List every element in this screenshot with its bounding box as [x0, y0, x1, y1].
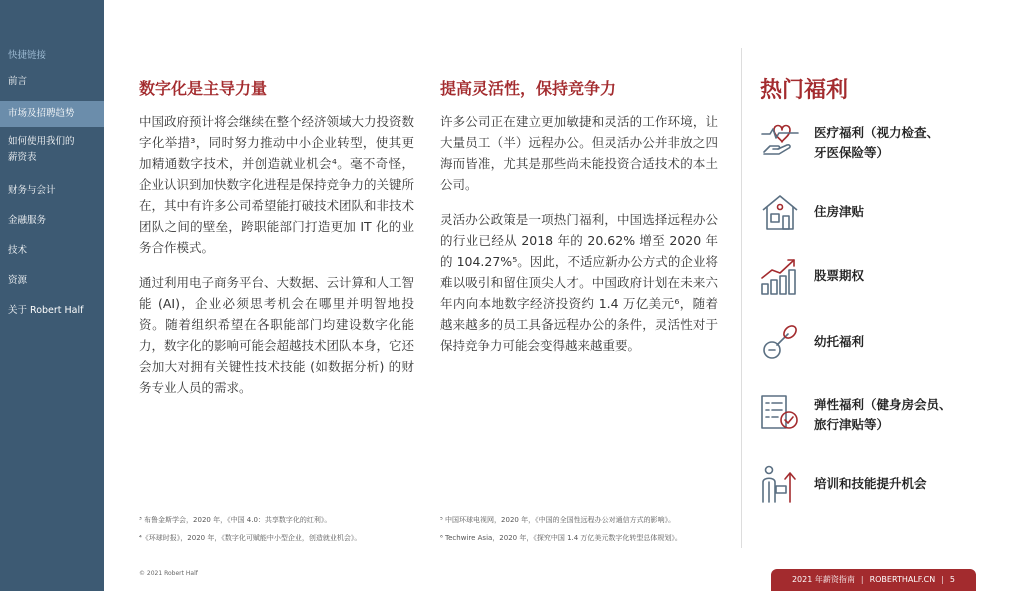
benefit-stock-options: 股票期权	[814, 268, 865, 283]
house-icon	[760, 192, 800, 232]
column-divider	[741, 48, 742, 548]
section-heading: 数字化是主导力量	[139, 79, 268, 98]
sidebar-item-financial-services[interactable]: 金融服务	[8, 215, 47, 226]
sidebar-item-foreword[interactable]: 前言	[8, 76, 28, 87]
footer-guide: 2021 年薪资指南	[791, 575, 855, 584]
sidebar-title: 快捷链接	[8, 50, 47, 61]
paragraph: 中国政府预计将会继续在整个经济领域大力投资数字化举措³，同时努力推动中小企业转型，使其更加精通数字技术，并创造就业机会⁴。毫不奇怪，企业认识到加快数字化进程是保持竞争力的关键所在，其中有许多公司希望能打破技术团队和非技术团队之间的壁垒，跨职能部门打造更加 IT 化的业务合作模式。	[139, 114, 415, 255]
page-footer	[771, 569, 976, 591]
sidebar-item-technology[interactable]: 技术	[8, 245, 28, 256]
footnote: ³ 布鲁金斯学会，2020 年，《中国 4.0：共享数字化的红利》。	[139, 516, 332, 524]
benefit-flexible: 弹性福利（健身房会员、 旅行津贴等）	[814, 397, 952, 432]
healthcare-icon	[760, 118, 800, 158]
benefit-healthcare: 医疗福利（视力检查、 牙医保险等）	[814, 125, 940, 160]
footer-separator: |	[860, 575, 864, 584]
footnote: ⁶ Techwire Asia，2020 年，《探究中国 1.4 万亿美元数字化转型总体规划》。	[440, 534, 682, 542]
pacifier-icon	[760, 322, 800, 362]
training-icon	[760, 464, 800, 504]
benefit-training: 培训和技能提升机会	[814, 476, 927, 491]
copyright: © 2021 Robert Half	[139, 570, 198, 577]
footnote: ⁵ 中国环球电视网，2020 年，《中国的全国性远程办公对通信方式的影响》。	[440, 516, 676, 524]
paragraph: 通过利用电子商务平台、大数据、云计算和人工智能 (AI)，企业必须思考机会在哪里并明智地投资。随着组织希望在各职能部门均建设数字化能力，数字化的影响可能会超越技术团队本身，它还会加大对拥有关键性技术技能 (如数据分析) 的财务专业人员的需求。	[139, 275, 415, 395]
sidebar	[0, 0, 104, 591]
footer-separator: |	[941, 575, 944, 584]
stock-chart-icon	[760, 256, 800, 296]
sidebar-item-finance-accounting[interactable]: 财务与会计	[8, 185, 56, 196]
footer-site-link[interactable]: ROBERTHALF.CN	[869, 575, 936, 584]
paragraph: 灵活办公政策是一项热门福利，中国选择远程办公的行业已经从 2018 年的 20.62% 增至 2020 年的 104.27%⁵。因此，不适应新办公方式的企业将难以吸引和留住顶尖人才。中国政府计划在未来六年内向本地数字经济投资约 1.4 万亿美元⁶，随着越来越多的员工具备远程办公的条件，灵活性对于保持竞争力可能会变得越来越重要。	[440, 212, 718, 353]
benefit-childcare: 幼托福利	[814, 334, 865, 349]
sidebar-item-resources[interactable]: 资源	[8, 275, 28, 286]
section-heading: 提高灵活性，保持竞争力	[440, 79, 617, 98]
column-flexibility	[440, 76, 718, 356]
sidebar-item-market-trends[interactable]: 市场及招聘趋势	[0, 101, 104, 127]
checklist-icon	[760, 392, 800, 432]
benefits-title: 热门福利	[760, 78, 849, 103]
sidebar-item-about[interactable]: 关于 Robert Half	[8, 305, 84, 316]
sidebar-item-how-to-use[interactable]: 如何使用我们的 薪资表	[8, 136, 75, 163]
benefit-housing: 住房津贴	[814, 204, 865, 219]
paragraph: 许多公司正在建立更加敏捷和灵活的工作环境，让大量员工（半）远程办公。但灵活办公并非放之四海而皆准，尤其是那些尚未能投资合适技术的本土公司。	[440, 114, 718, 192]
page-number: 5	[949, 575, 956, 584]
footnote: ⁴《环球时报》，2020 年，《数字化可赋能中小型企业，创造就业机会》。	[139, 534, 362, 542]
column-digitalization	[139, 76, 414, 398]
